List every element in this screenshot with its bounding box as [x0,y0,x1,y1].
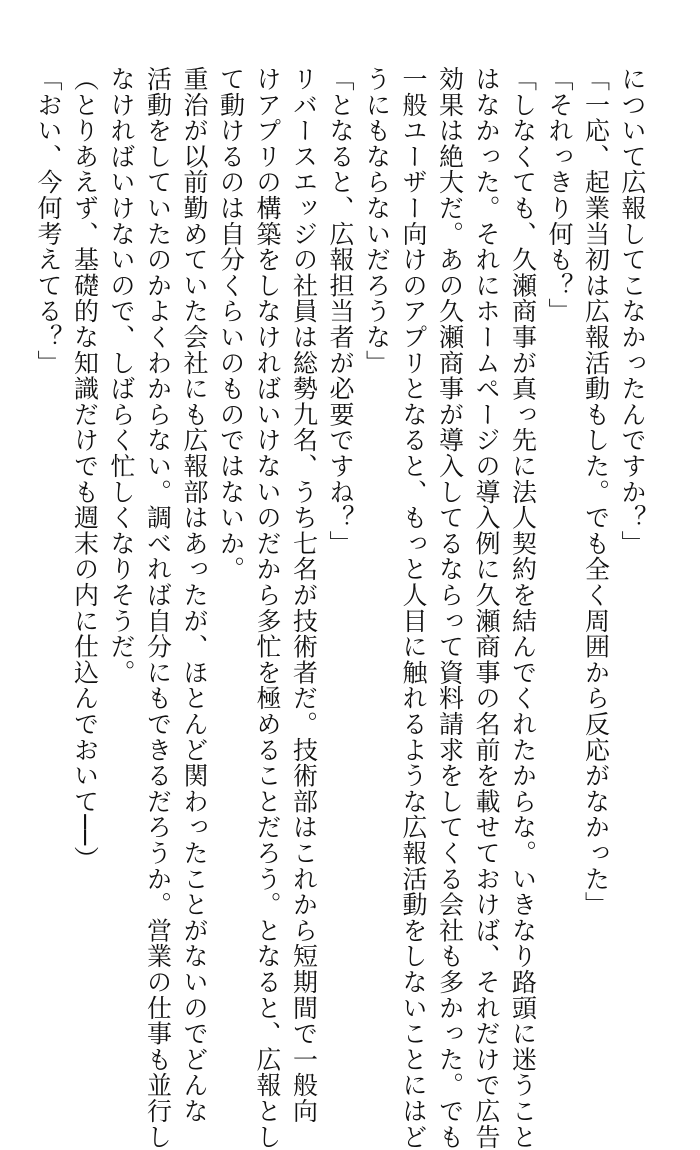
text-column: けアプリの構築をしなければいけないのだから多忙を極めることだろう。となると、広報とし [253,66,282,1150]
text-column: 効果は絶大だ。あの久瀬商事が導入してるならって資料請求をしてくる会社も多かった。でも [435,66,465,1150]
text-column: 活動をしていたのかよくわからない。調べれば自分にもできるだろうか。営業の仕事も並行し [143,66,173,1150]
text-column: リバースエッジの社員は総勢九名、うち七名が技術者だ。技術部はこれから短期間で一般向 [289,66,319,1124]
text-column: なければいけないので、しばらく忙しくなりそうだ。 [107,66,136,686]
text-column: て動けるのは自分くらいのものではないか。 [216,66,246,582]
text-column: はなかった。それにホームページの導入例に久瀬商事の名前を載せておけば、それだけで広告 [472,66,501,1150]
text-column: 「おい、今何考えてる？」 [34,66,63,376]
text-column: 「しなくても、久瀬商事が真っ先に法人契約を結んでくれたからな。いきなり路頭に迷うこと [508,66,538,1150]
text-column: うにもならないだろうな」 [362,66,392,376]
text-column: 「一応、起業当初は広報活動もした。でも全く周囲から反応がなかった」 [581,66,611,918]
text-column: 一般ユーザー向けのアプリとなると、もっと人目に触れるような広報活動をしないことにはど [399,66,428,1150]
text-column: について広報してこなかったんですか？」 [618,66,647,557]
text-column: 「となると、広報担当者が必要ですね？」 [326,66,355,557]
text-column: 「それっきり何も？」 [545,66,574,324]
text-column: （とりあえず、基礎的な知識だけでも週末の内に仕込んでおいて──） [70,66,100,872]
text-column: 重治が以前勤めていた会社にも広報部はあったが、ほとんど関わったことがないのでどんな [180,66,209,1124]
vertical-text-body [30,66,651,1150]
